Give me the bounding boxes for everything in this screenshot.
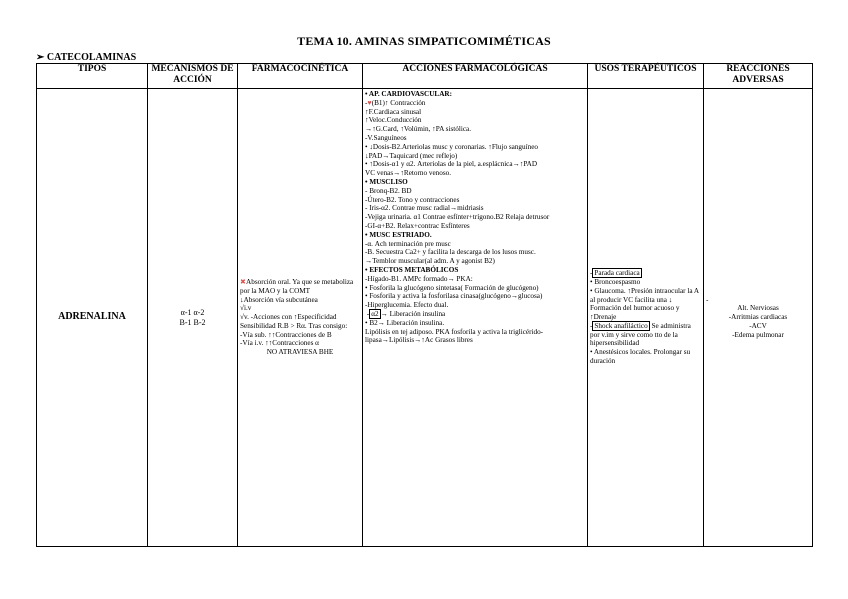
header-tipos: TIPOS: [37, 64, 148, 89]
accion-line: →↑G.Card, ↑Volúmin, ↑PA sistólica.: [365, 125, 472, 134]
header-reacciones: REACCIONES ADVERSAS: [704, 64, 813, 89]
uso-line: - Parada cardiaca: [590, 269, 640, 278]
metabolicos-heading: • EFECTOS METABÓLICOS: [365, 265, 459, 274]
accion-line: Lipólisis en tej adiposo. PKA fosforila y activa la triglicérido-lipasa→Lipólisis→↑Ac Grasos libres: [365, 327, 544, 345]
accion-line: -V.Sanguíneos: [365, 133, 407, 142]
accion-line: ↑F.Cardiaca sinusal: [365, 107, 422, 116]
accion-line: -Hiperglucemia. Efecto dual.: [365, 301, 449, 310]
section-heading: ➢ CATECOLAMINAS: [36, 52, 137, 63]
uso-line: • Anestésicos locales. Prolongar su duración: [590, 348, 691, 366]
farm-line: -Vía i.v. ↑↑Contracciones α: [240, 339, 319, 348]
accion-line: - α2 → Liberación insulina: [365, 309, 446, 318]
mecanismo-line: α-1 α-2: [180, 308, 205, 317]
header-row: [37, 64, 813, 89]
page-title: TEMA 10. AMINAS SIMPATICOMIMÉTICAS: [297, 34, 551, 48]
accion-line: • B2→ Liberación insulina.: [365, 318, 445, 327]
accion-line: • Fosforila y activa la fosforilasa cinasa(glucógeno→glucosa): [365, 292, 543, 301]
reaccion-line: Alt. Nerviosas: [737, 304, 779, 313]
tipo-cell: ADRENALINA: [37, 89, 148, 547]
mecanismo-line: B-1 B-2: [179, 317, 206, 327]
table-row: [37, 89, 813, 547]
header-mecanismos: MECANISMOS DE ACCIÓN: [148, 64, 238, 89]
farm-line: Sensibilidad R.B > Rα. Tras consigo:: [240, 321, 348, 330]
drug-table: [36, 63, 813, 547]
accion-line: ↑Veloc.Conducción: [365, 116, 422, 125]
farm-line: NO ATRAVIESA BHE: [266, 348, 334, 357]
musculo-heading: • MUSCLISO: [365, 177, 408, 186]
accion-line: -GI-α+B2. Relax+contrac Esfínteres: [365, 221, 470, 230]
cardio-heading: • AP. CARDIOVASCULAR:: [365, 90, 452, 98]
reaccion-dash: -: [706, 295, 709, 304]
reacciones-cell: [704, 89, 813, 547]
farm-line: ✖Absorción oral. Ya que se metaboliza por la MAO y la COMT: [240, 277, 354, 295]
shock-box: Shock anafiláctico: [594, 321, 648, 330]
header-farmacocinetica: FARMACOCINÉTICA: [238, 64, 363, 89]
accion-line: • Fosforila la glucógeno sintetasa( Formación de glucógeno): [365, 283, 539, 292]
header-usos: USOS TERAPÉUTICOS: [588, 64, 704, 89]
farm-line: ↓Absorción vía subcutánea: [240, 295, 318, 304]
cross-icon: ✖: [240, 277, 247, 286]
accion-line: - Iris-α2. Contrae musc radial→midriasis: [365, 204, 484, 213]
usos-cell: [588, 89, 704, 547]
farm-line: √i.v: [240, 304, 252, 313]
reaccion-line: -Edema pulmonar: [732, 330, 784, 339]
accion-line: VC venas→↑Retorno venoso.: [365, 169, 452, 178]
reaccion-line: -Arritmias cardiacas: [728, 313, 788, 322]
estriado-heading: • MUSC ESTRIADO.: [365, 230, 432, 239]
accion-line: -♥(B1)↑ Contracción: [365, 98, 426, 107]
uso-line: • Glaucoma. ↑Presión intraocular la A al producir VC facilita una ↓ Formación del humor acuoso y ↑Drenaje: [590, 286, 699, 322]
accion-line: -B. Secuestra Ca2+ y facilita la descarga de los lusos musc.: [365, 248, 536, 257]
accion-line: -α. Ach terminación pre musc: [365, 239, 451, 248]
accion-line: -Hígado-B1. AMPc formado→ PKA:: [365, 274, 473, 283]
accion-line: - Bronq-B2. BD: [365, 186, 412, 195]
reaccion-line: -ACV: [749, 321, 767, 330]
heart-icon: ♥: [367, 98, 372, 107]
uso-line: • Broncoespasmo: [590, 277, 641, 286]
accion-line: -Útero-B2. Tono y contracciones: [365, 195, 460, 204]
farm-line: -Vía sub. ↑↑Contracciones de B: [240, 330, 332, 339]
accion-line: • ↑Dosis-α1 y α2. Arteriolas de la piel, a.esplácnica→↑PAD: [365, 160, 538, 169]
accion-line: • ↓Dosis-B2.Arteriolas musc y coronarias. ↑Flujo sanguíneo ↓PAD→Taquicard (mec reflejo): [365, 142, 538, 160]
uso-line: - Shock anafiláctico Se administra por v.im y sirve como tto de la hipersensibilidad: [590, 321, 691, 348]
acciones-cell: [363, 89, 588, 547]
header-acciones: ACCIONES FARMACOLÓGICAS: [363, 64, 588, 89]
parada-box: Parada cardiaca: [594, 269, 640, 278]
accion-line: →Temblor muscular(al adm. A y agonist B2): [365, 257, 495, 266]
mecanismos-cell: [148, 89, 238, 547]
farm-line: √v. -Acciones con ↑Especificidad: [240, 313, 337, 322]
alpha2-box: α2: [371, 309, 379, 318]
farmacocinetica-cell: [238, 89, 363, 547]
accion-line: -Vejiga urinaria. α1 Contrae esfínter+trígono.B2 Relaja detrusor: [365, 213, 550, 222]
